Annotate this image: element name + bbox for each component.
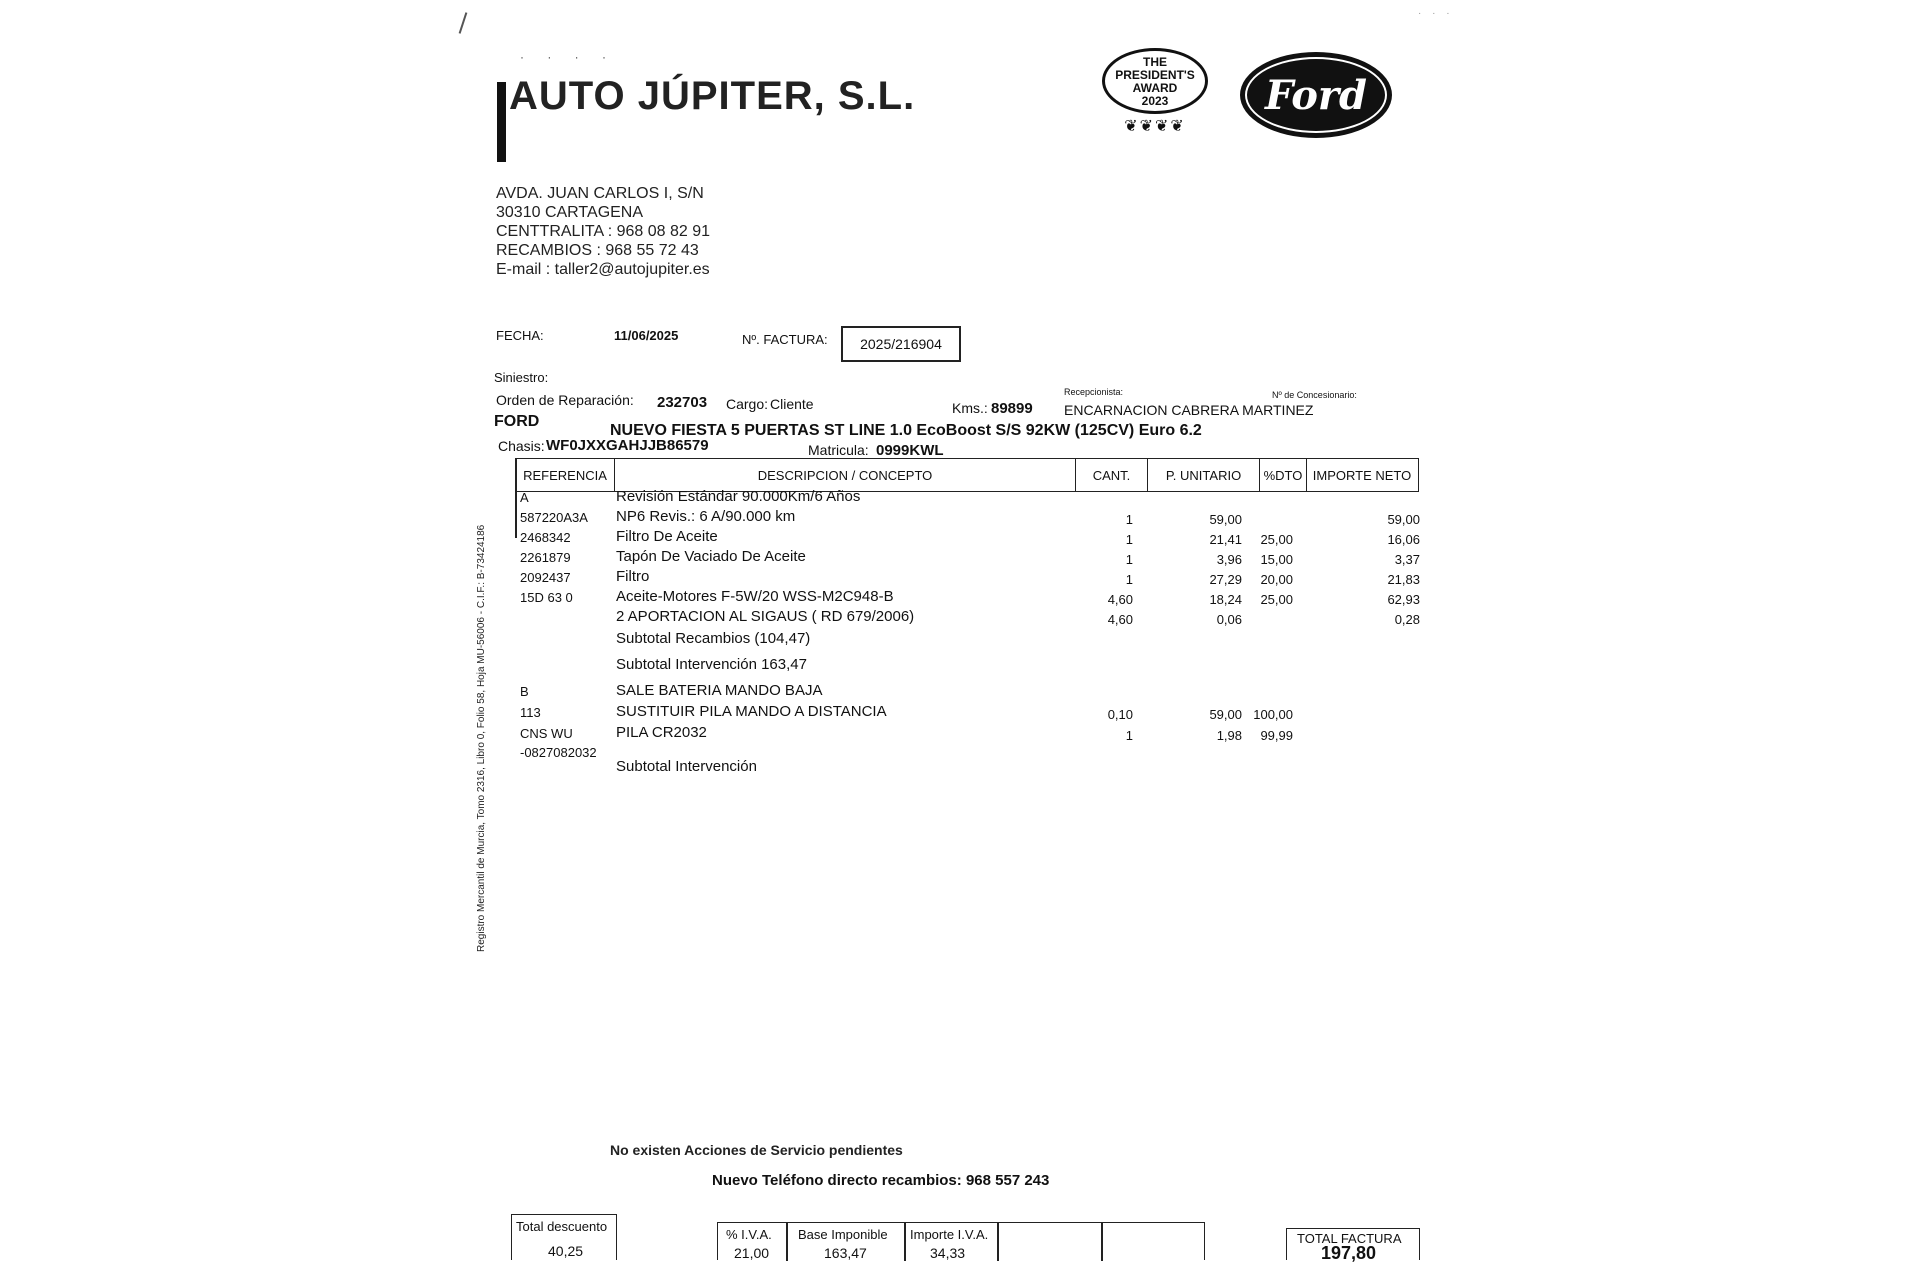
row-descripcion: SUSTITUIR PILA MANDO A DISTANCIA: [616, 703, 887, 720]
row-referencia: 15D 63 0: [520, 590, 573, 605]
row-precio: 59,00: [1209, 707, 1242, 722]
factura-number: 2025/216904: [841, 326, 961, 362]
header-precio: P. UNITARIO: [1148, 459, 1260, 491]
company-address: AVDA. JUAN CARLOS I, S/N 30310 CARTAGENA CENTTRALITA : 968 08 82 91 RECAMBIOS : 968 55 72 43 E-mail : taller2@autojupiter.es: [496, 185, 711, 278]
header-descripcion: DESCRIPCION / CONCEPTO: [615, 459, 1076, 491]
cargo-value: Cliente: [770, 396, 814, 412]
row-referencia: 587220A3A: [520, 510, 588, 525]
row-cant: 1: [1125, 552, 1133, 567]
row-referencia: CNS WU: [520, 726, 573, 741]
row-cant: 1: [1125, 532, 1133, 547]
row-cant: 1: [1125, 572, 1133, 587]
table-header: [515, 458, 1419, 492]
registry-text: Registro Mercantil de Murcia, Tomo 2316, Libro 0, Folio 58, Hoja MU-56006 - C.I.F.: B-73424186: [476, 524, 487, 952]
row-importe: 16,06: [1387, 532, 1420, 547]
row-dto: 25,00: [1260, 592, 1293, 607]
row-referencia: A: [520, 490, 529, 505]
row-dto: 15,00: [1260, 552, 1293, 567]
row-precio: 21,41: [1209, 532, 1242, 547]
row-descripcion: Revisión Estándar 90.000Km/6 Años: [616, 488, 861, 505]
chasis-value: WF0JXXGAHJJB86579: [546, 437, 709, 454]
header-dto: %DTO: [1260, 459, 1307, 491]
row-descripcion: Subtotal Intervención 163,47: [616, 656, 807, 673]
row-precio: 27,29: [1209, 572, 1242, 587]
row-cant: 4,60: [1107, 592, 1133, 607]
importe-iva-value: 34,33: [930, 1245, 966, 1261]
recepcionista-label: Recepcionista:: [1064, 387, 1124, 397]
row-precio: 18,24: [1209, 592, 1242, 607]
modelo-value: NUEVO FIESTA 5 PUERTAS ST LINE 1.0 EcoBoost S/S 92KW (125CV) Euro 6.2: [610, 422, 1202, 439]
scan-dots: · · ·: [1418, 8, 1454, 19]
row-descripcion: Filtro: [616, 568, 650, 585]
base-label: Base Imponible: [798, 1227, 888, 1242]
laurel-icon: ❦❦❦❦: [1124, 118, 1186, 135]
header-cantidad: CANT.: [1076, 459, 1148, 491]
row-descripcion: SALE BATERIA MANDO BAJA: [616, 682, 823, 699]
ford-logo: Ford: [1240, 52, 1392, 138]
orden-value: 232703: [657, 394, 708, 411]
fecha-label: FECHA:: [496, 328, 544, 343]
row-cant: 4,60: [1107, 612, 1133, 627]
total-descuento-value: 40,25: [548, 1243, 584, 1259]
row-cant: 0,10: [1107, 707, 1133, 722]
row-descripcion: Subtotal Intervención: [616, 758, 757, 775]
scan-dots: · · · ·: [520, 50, 616, 64]
row-precio: 3,96: [1216, 552, 1242, 567]
table-left-border: [515, 458, 517, 538]
total-factura-box: [1286, 1228, 1420, 1263]
row-importe: 0,28: [1394, 612, 1420, 627]
footer-note-servicio: No existen Acciones de Servicio pendientes: [610, 1142, 903, 1158]
chasis-label: Chasis:: [498, 438, 545, 454]
scan-mark: [459, 12, 468, 34]
row-cant: 1: [1125, 728, 1133, 743]
row-referencia: 2468342: [520, 530, 571, 545]
row-dto: 20,00: [1260, 572, 1293, 587]
kms-value: 89899: [991, 400, 1033, 417]
row-dto: 25,00: [1260, 532, 1293, 547]
row-referencia: 2261879: [520, 550, 571, 565]
company-name: AUTO JÚPITER, S.L.: [509, 74, 916, 118]
cargo-label: Cargo:: [726, 396, 769, 412]
factura-label: Nº. FACTURA:: [742, 332, 828, 347]
footer-note-telefono: Nuevo Teléfono directo recambios: 968 557 243: [712, 1172, 1050, 1189]
row-descripcion: Aceite-Motores F-5W/20 WSS-M2C948-B: [616, 588, 894, 605]
iva-summary-box: [717, 1222, 1205, 1260]
row-cant: 1: [1125, 512, 1133, 527]
recepcionista-value: ENCARNACION CABRERA MARTINEZ: [1064, 402, 1314, 418]
row-descripcion: NP6 Revis.: 6 A/90.000 km: [616, 508, 796, 525]
importe-iva-label: Importe I.V.A.: [910, 1227, 989, 1242]
row-descripcion: Subtotal Recambios (104,47): [616, 630, 811, 647]
header-referencia: REFERENCIA: [516, 459, 615, 491]
concesionario-label: Nº de Concesionario:: [1272, 390, 1357, 400]
row-precio: 59,00: [1209, 512, 1242, 527]
row-descripcion: PILA CR2032: [616, 724, 707, 741]
row-descripcion: 2 APORTACION AL SIGAUS ( RD 679/2006): [616, 608, 915, 625]
header-importe: IMPORTE NETO: [1312, 467, 1412, 483]
siniestro-label: Siniestro:: [494, 370, 549, 385]
total-factura-label: TOTAL FACTURA: [1297, 1231, 1402, 1246]
row-referencia: 2092437: [520, 570, 571, 585]
total-descuento-label: Total descuento: [516, 1219, 608, 1234]
row-referencia: B: [520, 684, 529, 699]
row-precio: 0,06: [1216, 612, 1242, 627]
row-descripcion: Filtro De Aceite: [616, 528, 718, 545]
base-value: 163,47: [824, 1245, 867, 1261]
row-importe: 59,00: [1387, 512, 1420, 527]
matricula-label: Matricula:: [808, 442, 869, 458]
row-dto: 99,99: [1260, 728, 1293, 743]
row-importe: 21,83: [1387, 572, 1420, 587]
fecha-value: 11/06/2025: [614, 328, 679, 343]
iva-value: 21,00: [734, 1245, 770, 1261]
row-importe: 3,37: [1394, 552, 1420, 567]
row-precio: 1,98: [1216, 728, 1242, 743]
presidents-award-logo: THE PRESIDENT'S AWARD 2023 ❦❦❦❦: [1092, 46, 1218, 136]
iva-label: % I.V.A.: [726, 1227, 772, 1242]
marca-value: FORD: [494, 413, 540, 430]
row-importe: 62,93: [1387, 592, 1420, 607]
total-factura-value: 197,80: [1321, 1243, 1377, 1263]
row-referencia: 113: [520, 705, 541, 720]
kms-label: Kms.:: [952, 400, 988, 416]
row-dto: 100,00: [1253, 707, 1293, 722]
row-descripcion: Tapón De Vaciado De Aceite: [616, 548, 806, 565]
matricula-value: 0999KWL: [876, 442, 944, 459]
row-referencia: -0827082032: [520, 745, 597, 760]
total-descuento-box: [511, 1214, 617, 1260]
logo-bar: [497, 82, 506, 162]
orden-label: Orden de Reparación:: [496, 392, 634, 408]
